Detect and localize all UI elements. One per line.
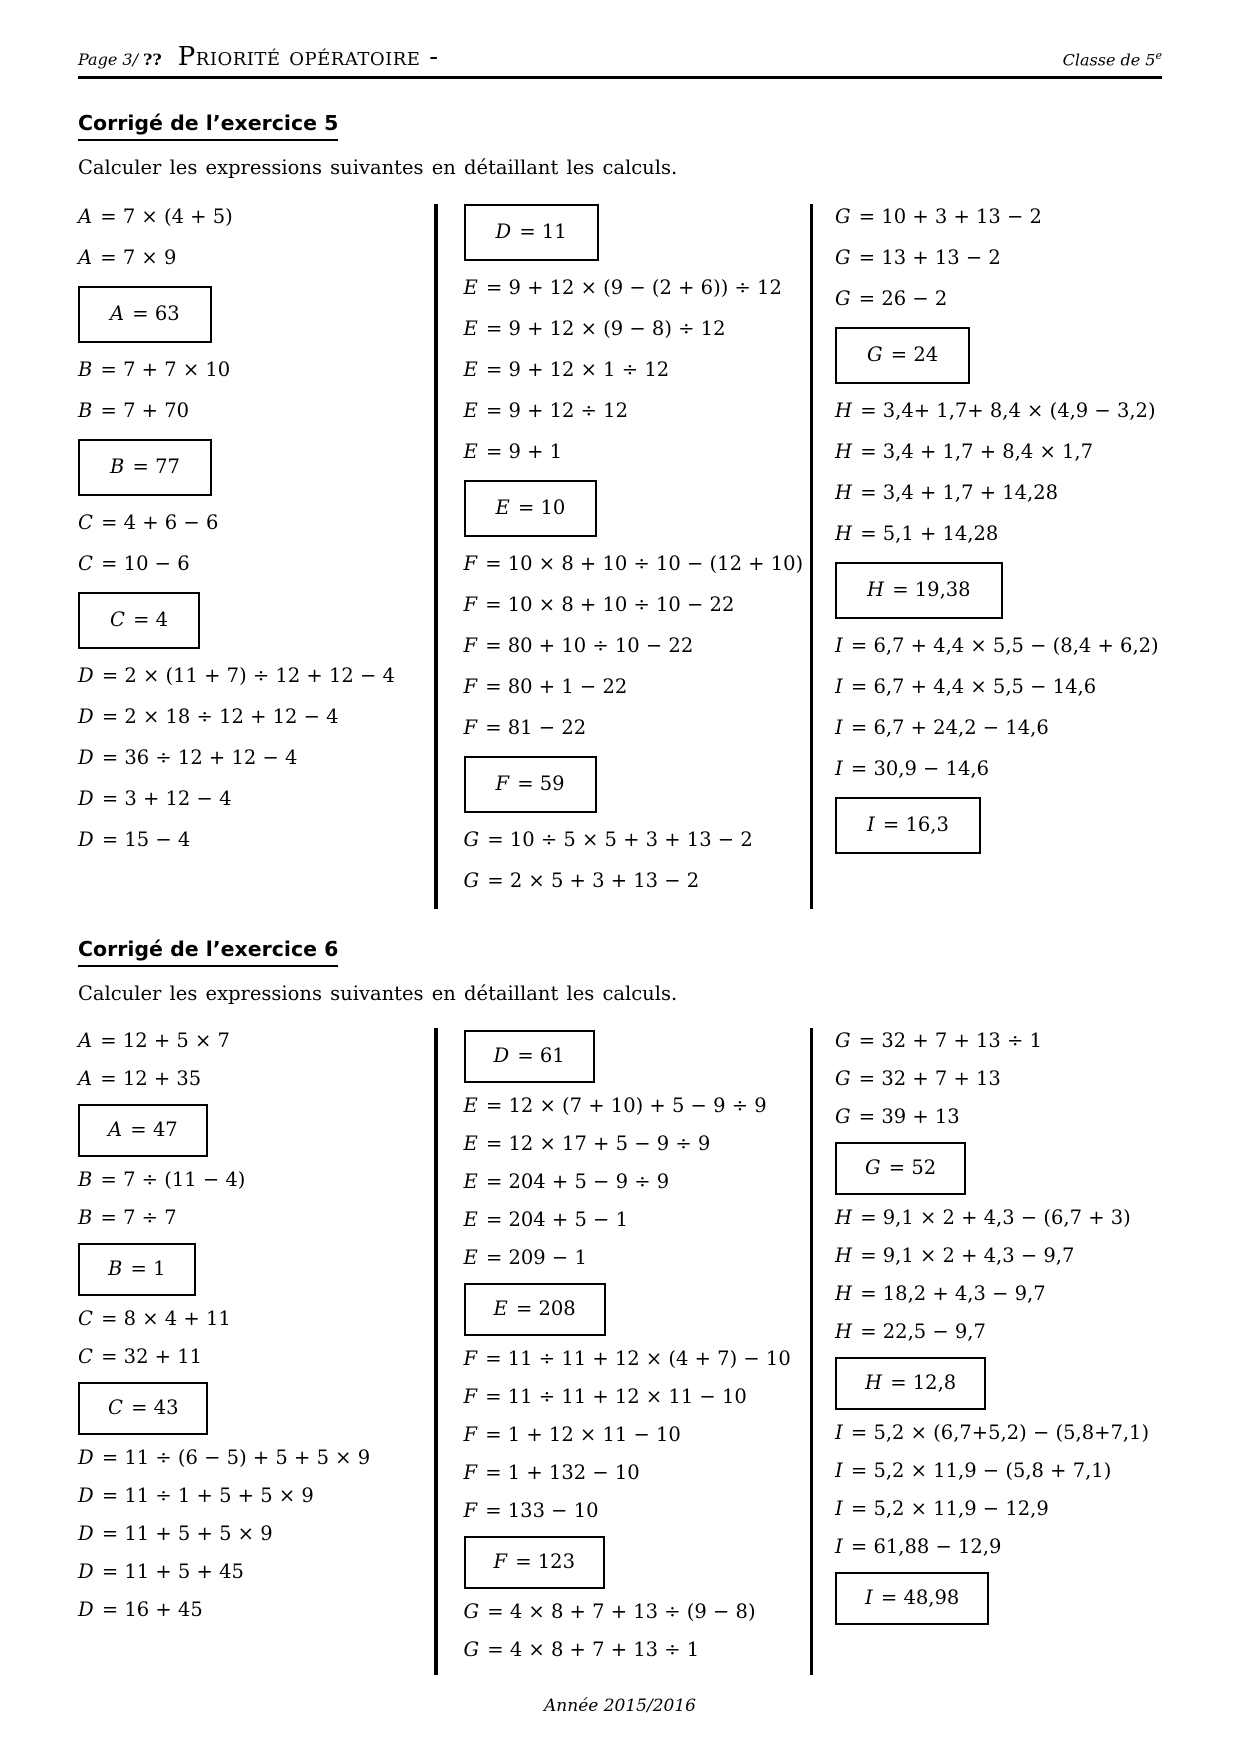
boxed-result-row bbox=[835, 1572, 1161, 1625]
expression-variable: G bbox=[463, 828, 480, 851]
math-line: A = 12 + 5 × 7 bbox=[78, 1029, 230, 1052]
math-line: E = 204 + 5 − 1 bbox=[463, 1208, 628, 1231]
boxed-result: E = 10 bbox=[464, 480, 598, 537]
expression-variable: G bbox=[867, 343, 883, 366]
expression-variable: C bbox=[78, 552, 93, 575]
boxed-result: I = 16,3 bbox=[835, 797, 981, 854]
expression-variable: B bbox=[110, 455, 125, 478]
expression-variable: D bbox=[78, 828, 94, 851]
math-line: H = 9,1 × 2 + 4,3 − 9,7 bbox=[835, 1244, 1075, 1267]
expression-variable: F bbox=[463, 552, 478, 575]
solution-column bbox=[438, 204, 810, 909]
expression-variable: F bbox=[463, 1347, 478, 1370]
math-line: G = 13 + 13 − 2 bbox=[835, 246, 1001, 269]
expression-variable: D bbox=[493, 1044, 510, 1067]
expression-variable: G bbox=[463, 1600, 480, 1623]
boxed-result: G = 24 bbox=[835, 327, 970, 384]
expression-variable: G bbox=[463, 1638, 480, 1661]
math-line: E = 209 − 1 bbox=[463, 1246, 587, 1269]
boxed-result-row bbox=[78, 1243, 434, 1296]
boxed-result-row bbox=[464, 204, 810, 261]
solution-column bbox=[438, 1028, 810, 1675]
math-line: F = 10 × 8 + 10 ÷ 10 − 22 bbox=[463, 593, 735, 616]
solution-column bbox=[78, 204, 434, 909]
expression-variable: F bbox=[463, 675, 478, 698]
expression-variable: C bbox=[78, 1307, 93, 1330]
math-line: F = 1 + 132 − 10 bbox=[463, 1461, 640, 1484]
class-label-sup: e bbox=[1155, 48, 1162, 62]
math-line: E = 9 + 1 bbox=[463, 440, 563, 463]
header-left bbox=[78, 42, 438, 72]
math-line: H = 5,1 + 14,28 bbox=[835, 522, 999, 545]
math-line: I = 5,2 × (6,7+5,2) − (5,8+7,1) bbox=[835, 1421, 1150, 1444]
expression-variable: H bbox=[835, 1244, 853, 1267]
expression-variable: I bbox=[835, 1459, 843, 1482]
math-line: H = 3,4 + 1,7 + 8,4 × 1,7 bbox=[835, 440, 1094, 463]
expression-variable: E bbox=[463, 358, 478, 381]
math-line: F = 1 + 12 × 11 − 10 bbox=[463, 1423, 681, 1446]
expression-variable: F bbox=[463, 1499, 478, 1522]
boxed-result: H = 12,8 bbox=[835, 1357, 986, 1410]
math-line: A = 7 × 9 bbox=[78, 246, 177, 269]
expression-variable: G bbox=[835, 1029, 851, 1052]
expression-variable: I bbox=[835, 1421, 843, 1444]
expression-variable: B bbox=[78, 1168, 93, 1191]
exercise-5-section bbox=[78, 111, 1162, 909]
math-line: E = 12 × (7 + 10) + 5 − 9 ÷ 9 bbox=[463, 1094, 767, 1117]
math-line: C = 8 × 4 + 11 bbox=[78, 1307, 231, 1330]
expression-variable: F bbox=[493, 1550, 508, 1573]
math-line: G = 32 + 7 + 13 bbox=[835, 1067, 1001, 1090]
math-line: F = 81 − 22 bbox=[463, 716, 587, 739]
solution-columns bbox=[78, 1028, 1162, 1675]
expression-variable: B bbox=[78, 1206, 93, 1229]
expression-variable: E bbox=[463, 317, 478, 340]
expression-variable: H bbox=[835, 399, 853, 422]
boxed-result-row bbox=[464, 756, 810, 813]
math-line: C = 10 − 6 bbox=[78, 552, 190, 575]
math-line: G = 10 + 3 + 13 − 2 bbox=[835, 205, 1042, 228]
expression-variable: F bbox=[463, 634, 478, 657]
boxed-result: B = 1 bbox=[78, 1243, 196, 1296]
page-header bbox=[78, 42, 1162, 72]
boxed-result-row bbox=[835, 327, 1161, 384]
section-heading: Corrigé de l’exercice 6 bbox=[78, 937, 338, 967]
expression-variable: G bbox=[835, 287, 851, 310]
solution-column bbox=[813, 204, 1161, 909]
expression-variable: E bbox=[463, 440, 478, 463]
math-line: F = 80 + 10 ÷ 10 − 22 bbox=[463, 634, 694, 657]
math-line: E = 9 + 12 × 1 ÷ 12 bbox=[463, 358, 670, 381]
math-line: G = 10 ÷ 5 × 5 + 3 + 13 − 2 bbox=[463, 828, 753, 851]
boxed-result: D = 11 bbox=[464, 204, 599, 261]
math-line: G = 32 + 7 + 13 ÷ 1 bbox=[835, 1029, 1042, 1052]
expression-variable: C bbox=[78, 1345, 93, 1368]
expression-variable: G bbox=[835, 1105, 851, 1128]
math-line: D = 11 ÷ 1 + 5 + 5 × 9 bbox=[78, 1484, 314, 1507]
expression-variable: H bbox=[835, 522, 853, 545]
expression-variable: E bbox=[463, 1170, 478, 1193]
boxed-result: A = 47 bbox=[78, 1104, 208, 1157]
class-label bbox=[1063, 49, 1162, 69]
solution-column bbox=[78, 1028, 434, 1675]
math-line: B = 7 + 70 bbox=[78, 399, 190, 422]
boxed-result-row bbox=[78, 286, 434, 343]
expression-variable: I bbox=[835, 1497, 843, 1520]
expression-variable: E bbox=[463, 399, 478, 422]
math-line: D = 11 + 5 + 45 bbox=[78, 1560, 244, 1583]
boxed-result: C = 43 bbox=[78, 1382, 208, 1435]
math-line: C = 4 + 6 − 6 bbox=[78, 511, 219, 534]
expression-variable: A bbox=[78, 1067, 93, 1090]
boxed-result: I = 48,98 bbox=[835, 1572, 989, 1625]
solution-columns bbox=[78, 204, 1162, 909]
math-line: F = 10 × 8 + 10 ÷ 10 − (12 + 10) bbox=[463, 552, 804, 575]
expression-variable: E bbox=[463, 1132, 478, 1155]
expression-variable: A bbox=[78, 1029, 93, 1052]
math-line: B = 7 + 7 × 10 bbox=[78, 358, 231, 381]
math-line: A = 7 × (4 + 5) bbox=[78, 205, 233, 228]
math-line: E = 9 + 12 ÷ 12 bbox=[463, 399, 628, 422]
math-line: F = 80 + 1 − 22 bbox=[463, 675, 628, 698]
expression-variable: D bbox=[78, 705, 94, 728]
math-line: D = 11 + 5 + 5 × 9 bbox=[78, 1522, 273, 1545]
math-line: I = 5,2 × 11,9 − 12,9 bbox=[835, 1497, 1049, 1520]
boxed-result: F = 59 bbox=[464, 756, 597, 813]
expression-variable: G bbox=[835, 1067, 851, 1090]
expression-variable: F bbox=[463, 716, 478, 739]
expression-variable: E bbox=[463, 276, 478, 299]
expression-variable: A bbox=[78, 246, 93, 269]
expression-variable: E bbox=[495, 496, 510, 519]
expression-variable: D bbox=[78, 664, 94, 687]
boxed-result-row bbox=[78, 1104, 434, 1157]
expression-variable: A bbox=[78, 205, 93, 228]
boxed-result-row bbox=[464, 1283, 810, 1336]
expression-variable: D bbox=[78, 787, 94, 810]
page-number-prefix: Page 3/ bbox=[78, 50, 138, 69]
expression-variable: H bbox=[867, 578, 885, 601]
expression-variable: H bbox=[835, 1282, 853, 1305]
math-line: D = 36 ÷ 12 + 12 − 4 bbox=[78, 746, 298, 769]
math-line: H = 18,2 + 4,3 − 9,7 bbox=[835, 1282, 1046, 1305]
expression-variable: H bbox=[865, 1371, 883, 1394]
math-line: G = 4 × 8 + 7 + 13 ÷ (9 − 8) bbox=[463, 1600, 756, 1623]
math-line: D = 16 + 45 bbox=[78, 1598, 203, 1621]
boxed-result-row bbox=[835, 562, 1161, 619]
expression-variable: H bbox=[835, 1320, 853, 1343]
boxed-result-row bbox=[835, 797, 1161, 854]
section-heading: Corrigé de l’exercice 5 bbox=[78, 111, 338, 141]
expression-variable: E bbox=[463, 1094, 478, 1117]
expression-variable: A bbox=[110, 302, 125, 325]
math-line: H = 3,4 + 1,7 + 14,28 bbox=[835, 481, 1059, 504]
expression-variable: G bbox=[865, 1156, 881, 1179]
math-line: F = 11 ÷ 11 + 12 × 11 − 10 bbox=[463, 1385, 747, 1408]
math-line: F = 11 ÷ 11 + 12 × (4 + 7) − 10 bbox=[463, 1347, 791, 1370]
math-line: C = 32 + 11 bbox=[78, 1345, 203, 1368]
expression-variable: B bbox=[78, 358, 93, 381]
expression-variable: D bbox=[78, 1598, 94, 1621]
class-label-text: Classe de 5 bbox=[1062, 50, 1156, 69]
expression-variable: I bbox=[865, 1586, 873, 1609]
expression-variable: F bbox=[463, 593, 478, 616]
expression-variable: E bbox=[463, 1208, 478, 1231]
math-line: I = 30,9 − 14,6 bbox=[835, 757, 990, 780]
expression-variable: E bbox=[463, 1246, 478, 1269]
math-line: G = 39 + 13 bbox=[835, 1105, 960, 1128]
boxed-result: F = 123 bbox=[464, 1536, 606, 1589]
boxed-result-row bbox=[464, 1536, 810, 1589]
expression-variable: I bbox=[867, 813, 875, 836]
math-line: E = 9 + 12 × (9 − (2 + 6)) ÷ 12 bbox=[463, 276, 782, 299]
expression-variable: I bbox=[835, 1535, 843, 1558]
expression-variable: F bbox=[463, 1461, 478, 1484]
math-line: G = 2 × 5 + 3 + 13 − 2 bbox=[463, 869, 700, 892]
math-line: E = 12 × 17 + 5 − 9 ÷ 9 bbox=[463, 1132, 711, 1155]
expression-variable: C bbox=[78, 511, 93, 534]
intro-text: Calculer les expressions suivantes en détaillant les calculs. bbox=[78, 982, 678, 1005]
math-line: E = 204 + 5 − 9 ÷ 9 bbox=[463, 1170, 670, 1193]
boxed-result-row bbox=[464, 480, 810, 537]
expression-variable: D bbox=[78, 1484, 94, 1507]
math-line: G = 4 × 8 + 7 + 13 ÷ 1 bbox=[463, 1638, 700, 1661]
boxed-result-row bbox=[78, 439, 434, 496]
expression-variable: F bbox=[463, 1423, 478, 1446]
math-line: D = 3 + 12 − 4 bbox=[78, 787, 232, 810]
math-line: D = 2 × (11 + 7) ÷ 12 + 12 − 4 bbox=[78, 664, 395, 687]
boxed-result-row bbox=[835, 1357, 1161, 1410]
expression-variable: D bbox=[78, 1560, 94, 1583]
boxed-result-row bbox=[78, 1382, 434, 1435]
expression-variable: I bbox=[835, 757, 843, 780]
math-line: I = 6,7 + 24,2 − 14,6 bbox=[835, 716, 1049, 739]
boxed-result: E = 208 bbox=[464, 1283, 606, 1336]
expression-variable: G bbox=[463, 869, 480, 892]
expression-variable: I bbox=[835, 675, 843, 698]
math-line: F = 133 − 10 bbox=[463, 1499, 599, 1522]
math-line: A = 12 + 35 bbox=[78, 1067, 202, 1090]
math-line: E = 9 + 12 × (9 − 8) ÷ 12 bbox=[463, 317, 726, 340]
expression-variable: I bbox=[835, 716, 843, 739]
math-line: H = 3,4+ 1,7+ 8,4 × (4,9 − 3,2) bbox=[835, 399, 1156, 422]
expression-variable: H bbox=[835, 481, 853, 504]
page-number bbox=[78, 50, 162, 69]
expression-variable: D bbox=[78, 746, 94, 769]
expression-variable: C bbox=[110, 608, 125, 631]
footer-year: Année 2015/2016 bbox=[544, 1696, 696, 1716]
expression-variable: F bbox=[495, 772, 510, 795]
math-line: I = 61,88 − 12,9 bbox=[835, 1535, 1002, 1558]
boxed-result: B = 77 bbox=[78, 439, 212, 496]
expression-variable: D bbox=[78, 1446, 94, 1469]
expression-variable: E bbox=[493, 1297, 508, 1320]
header-rule bbox=[78, 76, 1162, 79]
math-line: H = 9,1 × 2 + 4,3 − (6,7 + 3) bbox=[835, 1206, 1131, 1229]
math-line: B = 7 ÷ (11 − 4) bbox=[78, 1168, 246, 1191]
boxed-result-row bbox=[78, 592, 434, 649]
boxed-result: A = 63 bbox=[78, 286, 212, 343]
solution-column bbox=[813, 1028, 1161, 1675]
math-line: I = 6,7 + 4,4 × 5,5 − (8,4 + 6,2) bbox=[835, 634, 1159, 657]
expression-variable: I bbox=[835, 634, 843, 657]
boxed-result: H = 19,38 bbox=[835, 562, 1003, 619]
expression-variable: D bbox=[495, 220, 512, 243]
expression-variable: C bbox=[108, 1396, 123, 1419]
math-line: D = 11 ÷ (6 − 5) + 5 + 5 × 9 bbox=[78, 1446, 371, 1469]
boxed-result: D = 61 bbox=[464, 1030, 595, 1083]
page-number-unknown: ?? bbox=[143, 50, 162, 69]
math-line: G = 26 − 2 bbox=[835, 287, 948, 310]
math-line: D = 2 × 18 ÷ 12 + 12 − 4 bbox=[78, 705, 339, 728]
expression-variable: B bbox=[78, 399, 93, 422]
expression-variable: G bbox=[835, 205, 851, 228]
intro-text: Calculer les expressions suivantes en détaillant les calculs. bbox=[78, 156, 678, 179]
math-line: I = 5,2 × 11,9 − (5,8 + 7,1) bbox=[835, 1459, 1112, 1482]
expression-variable: F bbox=[463, 1385, 478, 1408]
document-title: Priorité opératoire - bbox=[177, 42, 439, 72]
math-line: I = 6,7 + 4,4 × 5,5 − 14,6 bbox=[835, 675, 1097, 698]
math-line: H = 22,5 − 9,7 bbox=[835, 1320, 986, 1343]
math-line: B = 7 ÷ 7 bbox=[78, 1206, 177, 1229]
expression-variable: H bbox=[835, 440, 853, 463]
exercise-6-section bbox=[78, 937, 1162, 1675]
expression-variable: A bbox=[108, 1118, 123, 1141]
boxed-result-row bbox=[464, 1030, 810, 1083]
math-line: D = 15 − 4 bbox=[78, 828, 191, 851]
boxed-result-row bbox=[835, 1142, 1161, 1195]
expression-variable: G bbox=[835, 246, 851, 269]
boxed-result: G = 52 bbox=[835, 1142, 966, 1195]
expression-variable: H bbox=[835, 1206, 853, 1229]
expression-variable: B bbox=[108, 1257, 123, 1280]
boxed-result: C = 4 bbox=[78, 592, 200, 649]
expression-variable: D bbox=[78, 1522, 94, 1545]
